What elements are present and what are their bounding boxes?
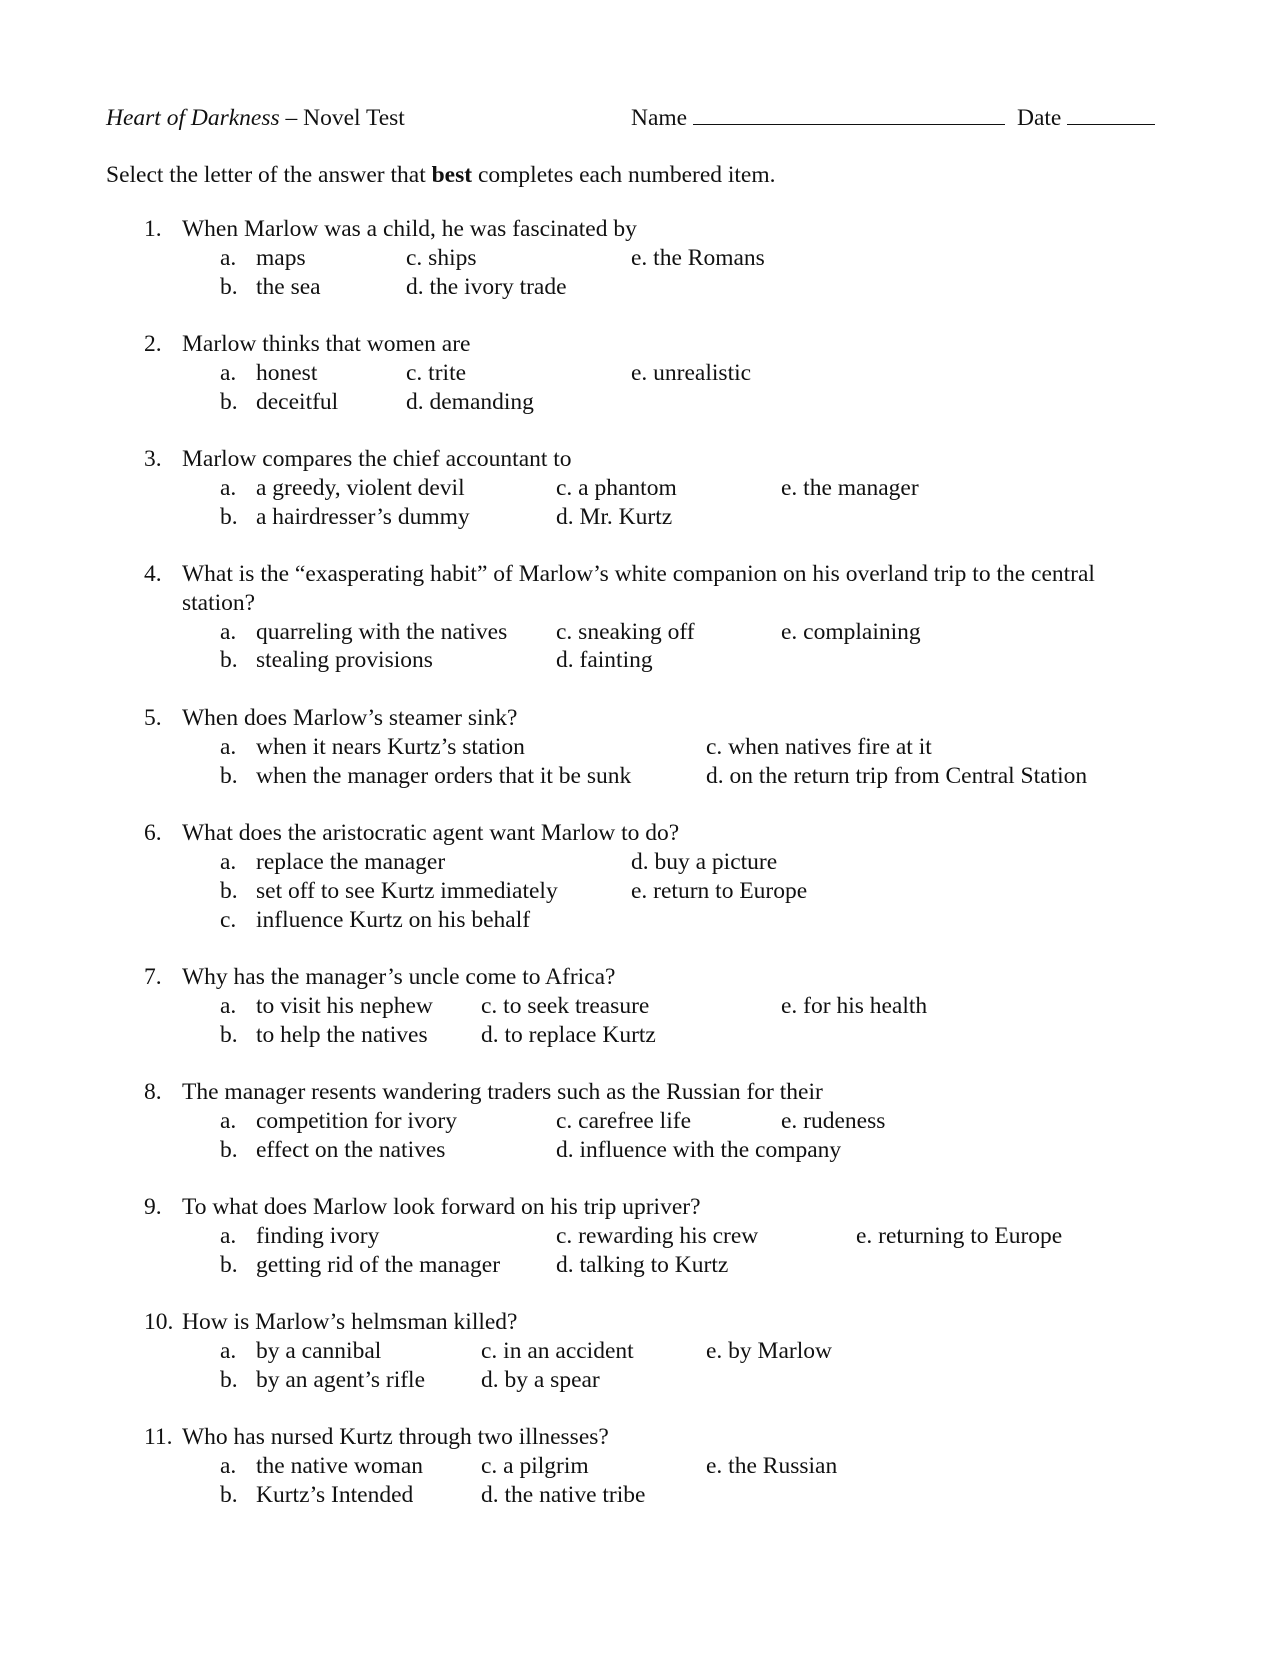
option[interactable]: set off to see Kurtz immediately <box>256 878 558 904</box>
option[interactable]: c. to seek treasure <box>481 993 650 1019</box>
option-letter: a. <box>220 1223 237 1249</box>
question-number: 7. <box>144 964 162 990</box>
name-label: Name <box>631 105 688 131</box>
option[interactable]: effect on the natives <box>256 1137 446 1163</box>
question-text: The manager resents wandering traders such as the Russian for their <box>182 1079 823 1105</box>
question-text: What is the “exasperating habit” of Marlow’s white companion on his overland trip to the central <box>182 561 1095 587</box>
question-text: When Marlow was a child, he was fascinated by <box>182 216 637 242</box>
option-letter: b. <box>220 1252 238 1278</box>
question-text: What does the aristocratic agent want Marlow to do? <box>182 820 680 846</box>
option[interactable]: to visit his nephew <box>256 993 433 1019</box>
option[interactable]: d. Mr. Kurtz <box>556 504 673 530</box>
option[interactable]: d. on the return trip from Central Station <box>706 763 1088 789</box>
option[interactable]: d. the native tribe <box>481 1482 646 1508</box>
option[interactable]: to help the natives <box>256 1022 428 1048</box>
date-blank[interactable] <box>1067 104 1155 125</box>
option[interactable]: competition for ivory <box>256 1108 458 1134</box>
option[interactable]: e. complaining <box>781 619 921 645</box>
option-letter: b. <box>220 763 238 789</box>
option[interactable]: by a cannibal <box>256 1338 382 1364</box>
option[interactable]: c. rewarding his crew <box>556 1223 759 1249</box>
test-title <box>106 104 405 133</box>
question-number: 2. <box>144 331 162 357</box>
option-letter: b. <box>220 1367 238 1393</box>
option-letter: a. <box>220 993 237 1019</box>
test-label: – Novel Test <box>279 105 405 131</box>
instructions: Select the letter of the answer that best completes each numbered item. <box>106 162 776 188</box>
option[interactable]: d. demanding <box>406 389 534 415</box>
name-field <box>631 104 1005 133</box>
option[interactable]: e. the manager <box>781 475 919 501</box>
question-text: Why has the manager’s uncle come to Africa? <box>182 964 616 990</box>
option-letter: a. <box>220 475 237 501</box>
option[interactable]: Kurtz’s Intended <box>256 1482 414 1508</box>
option[interactable]: e. return to Europe <box>631 878 808 904</box>
option[interactable]: when it nears Kurtz’s station <box>256 734 525 760</box>
question-number: 3. <box>144 446 162 472</box>
option-letter: b. <box>220 504 238 530</box>
option-letter: b. <box>220 1482 238 1508</box>
option-letter: b. <box>220 389 238 415</box>
option[interactable]: c. sneaking off <box>556 619 695 645</box>
option[interactable]: e. by Marlow <box>706 1338 832 1364</box>
option[interactable]: c. a pilgrim <box>481 1453 589 1479</box>
option[interactable]: stealing provisions <box>256 647 433 673</box>
question-text: To what does Marlow look forward on his trip upriver? <box>182 1194 701 1220</box>
option-letter: b. <box>220 878 238 904</box>
option-letter: a. <box>220 360 237 386</box>
option[interactable]: d. the ivory trade <box>406 274 567 300</box>
option[interactable]: replace the manager <box>256 849 446 875</box>
date-field <box>1017 104 1155 133</box>
instructions-emphasis: best <box>431 162 473 188</box>
option[interactable]: deceitful <box>256 389 339 415</box>
option-letter: a. <box>220 245 237 271</box>
question-text-cont: station? <box>182 590 256 616</box>
question-number: 9. <box>144 1194 162 1220</box>
option[interactable]: d. by a spear <box>481 1367 600 1393</box>
option[interactable]: c. carefree life <box>556 1108 691 1134</box>
option[interactable]: c. when natives fire at it <box>706 734 932 760</box>
option[interactable]: c. ships <box>406 245 477 271</box>
question-text: Marlow compares the chief accountant to <box>182 446 572 472</box>
option[interactable]: e. the Romans <box>631 245 765 271</box>
option-letter: a. <box>220 1453 237 1479</box>
option[interactable]: quarreling with the natives <box>256 619 508 645</box>
question-number: 1. <box>144 216 162 242</box>
question-text: When does Marlow’s steamer sink? <box>182 705 518 731</box>
option[interactable]: e. the Russian <box>706 1453 838 1479</box>
question-number: 5. <box>144 705 162 731</box>
option[interactable]: e. for his health <box>781 993 928 1019</box>
option[interactable]: d. fainting <box>556 647 653 673</box>
option-letter: a. <box>220 734 237 760</box>
option-letter: a. <box>220 849 237 875</box>
option[interactable]: influence Kurtz on his behalf <box>256 907 531 933</box>
option[interactable]: a hairdresser’s dummy <box>256 504 470 530</box>
option[interactable]: c. in an accident <box>481 1338 634 1364</box>
option[interactable]: d. to replace Kurtz <box>481 1022 656 1048</box>
option-letter: a. <box>220 619 237 645</box>
option[interactable]: finding ivory <box>256 1223 380 1249</box>
option[interactable]: d. buy a picture <box>631 849 778 875</box>
option[interactable]: the sea <box>256 274 321 300</box>
option[interactable]: d. talking to Kurtz <box>556 1252 729 1278</box>
option[interactable]: e. unrealistic <box>631 360 752 386</box>
question-number: 4. <box>144 561 162 587</box>
option[interactable]: by an agent’s rifle <box>256 1367 426 1393</box>
option[interactable]: c. trite <box>406 360 467 386</box>
option-letter: b. <box>220 647 238 673</box>
question-text: Who has nursed Kurtz through two illnesses? <box>182 1424 609 1450</box>
question-text: How is Marlow’s helmsman killed? <box>182 1309 518 1335</box>
option-letter: c. <box>220 907 237 933</box>
question-text: Marlow thinks that women are <box>182 331 471 357</box>
question-number: 6. <box>144 820 162 846</box>
option[interactable]: e. returning to Europe <box>856 1223 1063 1249</box>
option-letter: a. <box>220 1338 237 1364</box>
option[interactable]: getting rid of the manager <box>256 1252 501 1278</box>
option[interactable]: d. influence with the company <box>556 1137 842 1163</box>
option[interactable]: a greedy, violent devil <box>256 475 465 501</box>
option[interactable]: the native woman <box>256 1453 424 1479</box>
question-number: 8. <box>144 1079 162 1105</box>
option[interactable]: honest <box>256 360 318 386</box>
option[interactable]: c. a phantom <box>556 475 677 501</box>
option[interactable]: e. rudeness <box>781 1108 886 1134</box>
option-letter: a. <box>220 1108 237 1134</box>
date-label: Date <box>1017 105 1062 131</box>
question-number: 11. <box>144 1424 173 1450</box>
option-letter: b. <box>220 274 238 300</box>
option-letter: b. <box>220 1137 238 1163</box>
option[interactable]: when the manager orders that it be sunk <box>256 763 632 789</box>
option[interactable]: maps <box>256 245 306 271</box>
question-number: 10. <box>144 1309 174 1335</box>
novel-title: Heart of Darkness <box>106 105 280 131</box>
name-blank[interactable] <box>693 104 1005 125</box>
option-letter: b. <box>220 1022 238 1048</box>
